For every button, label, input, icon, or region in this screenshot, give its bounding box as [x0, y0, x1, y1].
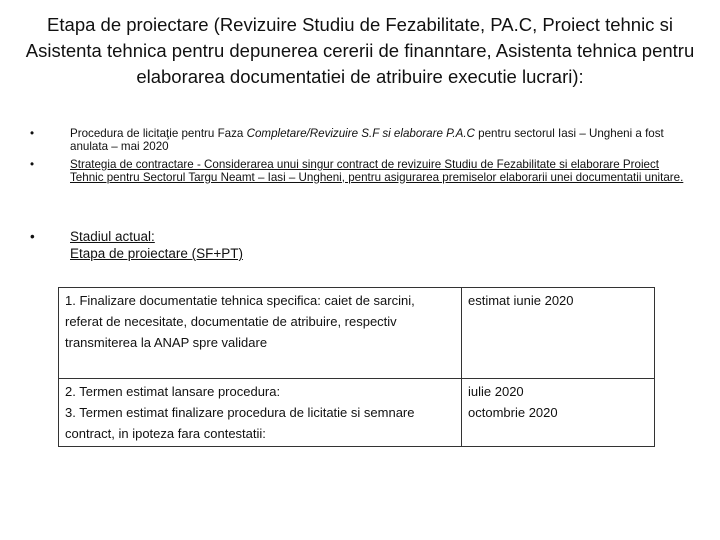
table-row: [59, 379, 655, 447]
bullet-icon: •: [30, 158, 35, 171]
bullet-text: [70, 228, 690, 262]
table-cell: 1. Finalizare documentatie tehnica specifica: caiet de sarcini, referat de necesitate, documentatie de atribuire, respectiv transmiterea la ANAP spre validare: [59, 288, 462, 379]
bullet-icon: •: [30, 127, 35, 140]
bullet-icon: •: [30, 229, 35, 244]
status-heading: Stadiul actual:: [70, 229, 155, 244]
table-cell-line: octombrie 2020: [468, 405, 558, 420]
timeline-table: [58, 287, 655, 447]
table-cell: [462, 379, 655, 447]
bullet-text-italic: Completare/Revizuire S.F si elaborare P.A.C: [246, 127, 475, 140]
table-cell-line: 3. Termen estimat finalizare procedura de licitatie si semnare contract, in ipoteza fara contestatii:: [65, 405, 415, 441]
table-row: [59, 288, 655, 379]
table-cell: estimat iunie 2020: [462, 288, 655, 379]
table-cell: [59, 379, 462, 447]
page-title: Etapa de proiectare (Revizuire Studiu de Fezabilitate, PA.C, Proiect tehnic si Asistenta tehnica pentru depunerea cererii de finanntare, Asistenta tehnica pentru elaborarea documentatiei de atribuire executie lucrari):: [25, 14, 695, 87]
table-cell-line: iulie 2020: [468, 384, 524, 399]
bullet-text: [70, 128, 690, 153]
bullet-text-prefix: Procedura de licitaţie pentru Faza: [70, 127, 247, 140]
bullet-text: Strategia de contractare - Considerarea unui singur contract de revizuire Studiu de Fezabilitate si elaborare Proiect Tehnic pentru Sectorul Targu Neamt – Iasi – Ungheni, pentru asigurarea premiselor elaborarii unei documentatii unitare.: [70, 158, 684, 184]
table-cell-line: 2. Termen estimat lansare procedura:: [65, 384, 281, 399]
bullet-text-suffix: pentru sectorul Iasi – Ungheni a fost anulata – mai 2020: [70, 127, 664, 153]
status-stage: Etapa de proiectare (SF+PT): [70, 246, 243, 261]
